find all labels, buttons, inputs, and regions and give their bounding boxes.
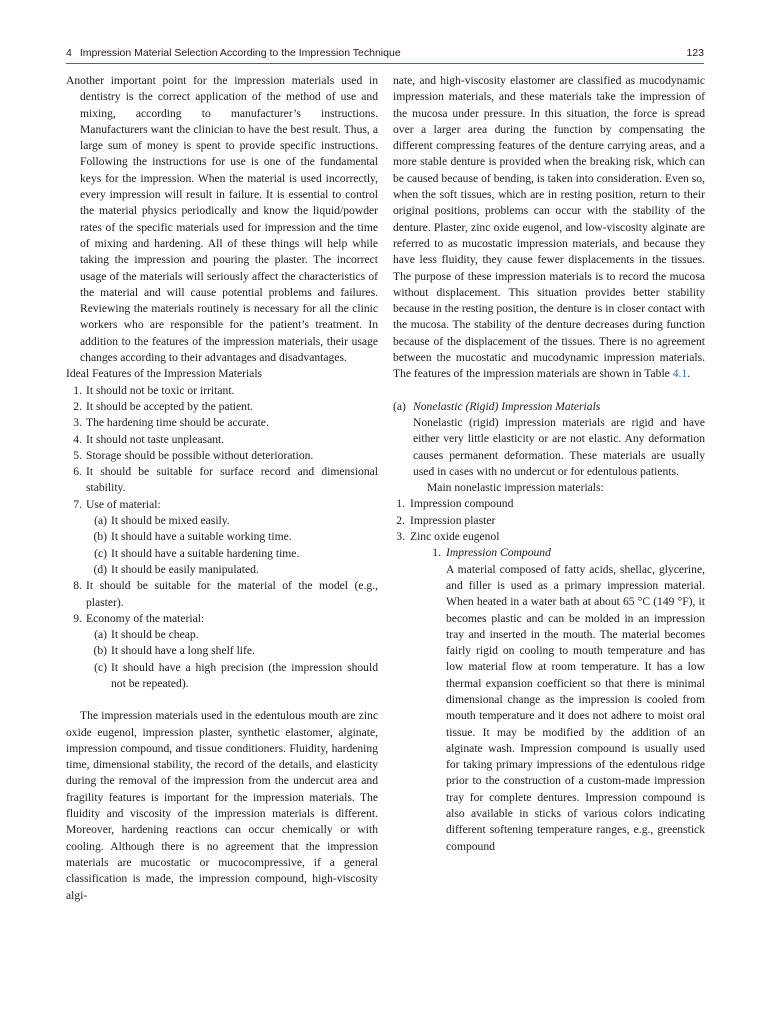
list-item-number: 1. (396, 497, 405, 511)
list-item (66, 432, 378, 448)
list-item (86, 562, 378, 578)
list-item-number: (b) (93, 530, 107, 544)
list-item-number: 4. (73, 432, 82, 446)
list-item (86, 660, 378, 693)
list-item (66, 399, 378, 415)
list-item-number: 9. (73, 611, 82, 625)
main-materials-heading: Main nonelastic impression materials: (427, 481, 604, 495)
list-item (66, 578, 378, 611)
list-item-number: (c) (94, 546, 107, 560)
continued-end: . (687, 367, 691, 381)
ideal-features-heading: Ideal Features of the Impression Materials (66, 367, 263, 381)
section-a-body: Nonelastic (rigid) impression materials are rigid and have either very little elasticity or are not elastic. Any deformation causes permanent deformation. These materials are usually used in cases with no undercut or for edentulous patients. (413, 415, 705, 478)
list-item-number: (a) (94, 514, 107, 528)
list-item (393, 529, 705, 545)
sub-list (86, 513, 378, 578)
list-item-number: 7. (73, 497, 82, 511)
intro-paragraph: Another important point for the impression materials used in dentistry is the correct application of the method of use and mixing, according to manufacturer’s instructions. Manufacturers want the clinician to have the best result. Thus, a large sum of money is spent to provide specific instructions. Following the instructions for use is one of the fundamental keys for the impression. When the material is used incorrectly, every impression will result in failure. It is essential to control the material physics periodically and know the liquid/powder rates of the specific materials used for impression and the time of mixing and hardening. All of these things will help while taking the impression and pouring the plaster. The incorrect usage of the materials will seriously affect the characteristics of the material and will cause potential problems and failures. Reviewing the materials routinely is necessary for all the clinic workers who are responsible for the patient’s treatment. In addition to the features of the impression materials, their usage changes according to their advantages and disadvantages. (66, 74, 378, 365)
list-item-number: 3. (396, 530, 405, 544)
list-item-text: It should be easily manipulated. (111, 562, 259, 576)
table-reference-link[interactable]: 4.1 (672, 367, 688, 381)
list-item-text: It should not taste unpleasant. (86, 432, 225, 446)
edentulous-paragraph: The impression materials used in the edentulous mouth are zinc oxide eugenol, impression plaster, synthetic elastomer, alginate, impression compound, and tissue conditioners. Fluidity, hardening time, dimensional stability, the record of the details, and elasticity during the removal of the impression from the undercut area and fragility features is important for the impression materials. The fluidity and viscosity of the impression materials is different. Moreover, hardening reactions can occur chemically or with cooling. Although there is no agreement that the impression materials are mucostatic or mucocompressive, if a general classification is made, the impression compound, high-viscosity algi- (66, 709, 378, 902)
list-item-number: 5. (73, 448, 82, 462)
list-item-text: It should be cheap. (111, 628, 199, 642)
running-header (66, 44, 704, 62)
section-a-title: Nonelastic (Rigid) Impression Materials (413, 399, 601, 413)
list-item-text: Economy of the material: (86, 611, 205, 625)
continued-text: nate, and high-viscosity elastomer are classified as mucodynamic impression materials, and these materials take the impression of the mucosa under pressure. In this situation, the force is spread over a larger area during the function by compensating the different compressing features of the denture carrying areas, and a more stable denture is provided when the breaking risk, which can be caused because of bending, is taken into consideration. Even so, when the soft tissues, which are in resting position, return to their original positions, problems can occur with the stability of the denture. Plaster, zinc oxide eugenol, and low-viscosity alginate are referred to as mucostatic impression materials, and because they have less fluidity, they cause fewer displacements in the tissues. The purpose of these impression materials is to record the mucosa without displacement. This situation provides better stability because in the resting position, the denture is in closer contact with the mucosa. The stability of the denture decreases during function because of the displacement of the tissues. There is no agreement between the mucostatic and mucodynamic impression materials. The features of the impression materials are shown in Table (393, 74, 705, 381)
impression-compound-title: Impression Compound (446, 546, 551, 560)
list-item (86, 546, 378, 562)
list-item (393, 496, 705, 512)
chapter-title: Impression Material Selection According to the Impression Technique (79, 47, 401, 59)
list-item-text: It should not be toxic or irritant. (86, 383, 235, 397)
list-item-text: Storage should be possible without deterioration. (86, 448, 314, 462)
list-item (393, 513, 705, 529)
ideal-features-list (66, 383, 378, 693)
list-item (66, 497, 378, 578)
list-item-text: The hardening time should be accurate. (86, 416, 269, 430)
list-item (86, 627, 378, 643)
list-item (66, 611, 378, 692)
list-item (66, 464, 378, 497)
list-item-text: Zinc oxide eugenol (410, 530, 500, 544)
list-item-text: Use of material: (86, 497, 161, 511)
impression-compound-label: 1. (432, 546, 441, 560)
list-item-number: 2. (396, 513, 405, 527)
main-materials-list (393, 496, 705, 545)
list-item-number: 1. (73, 383, 82, 397)
list-item-text: It should have a high precision (the impression should not be repeated). (111, 660, 378, 690)
sub-list (86, 627, 378, 692)
list-item-number: (b) (93, 644, 107, 658)
list-item-text: It should be suitable for surface record and dimensional stability. (86, 465, 378, 495)
list-item (66, 415, 378, 431)
impression-compound-body: A material composed of fatty acids, shellac, glycerine, and filler is used as a primary impression material. When heated in a water bath at about 65 °C (149 °F), it becomes plastic and can be molded in an impression tray and inserted in the mouth. The material becomes fairly rigid on cooling to mouth temperature and has low material flow at room temperature. It has a low thermal expansion coefficient so that there is minimal dimensional change as the impression is cooled from mouth temperature and it does not adhere to moist oral tissue. It may be modified by the addition of an alginate wash. Impression compound is usually used for taking primary impressions of the edentulous ridge prior to the construction of a custom-made impression tray for complete dentures. Impression compound is also available in sticks of various colors indicating different softening temperature ranges, e.g., greenstick compound (446, 562, 705, 853)
list-item (86, 529, 378, 545)
list-item-text: It should have a suitable working time. (111, 530, 292, 544)
list-item-number: (a) (94, 628, 107, 642)
chapter-number: 4 (66, 47, 72, 59)
list-item-text: It should have a long shelf life. (111, 644, 255, 658)
list-item (86, 513, 378, 529)
list-item-number: (d) (93, 562, 107, 576)
list-item-number: 3. (73, 416, 82, 430)
continued-paragraph (393, 73, 705, 383)
section-a-label: (a) (393, 399, 406, 413)
list-item (66, 448, 378, 464)
left-column (66, 73, 378, 904)
list-item-text: It should be suitable for the material of the model (e.g., plaster). (86, 579, 378, 609)
list-item-text: Impression plaster (410, 513, 496, 527)
list-item-number: (c) (94, 660, 107, 674)
impression-compound-heading (393, 545, 705, 561)
list-item-text: It should be accepted by the patient. (86, 399, 254, 413)
list-item-text: It should be mixed easily. (111, 514, 230, 528)
section-a-heading (393, 399, 705, 415)
list-item-text: Impression compound (410, 497, 514, 511)
list-item-number: 6. (73, 465, 82, 479)
list-item-number: 8. (73, 579, 82, 593)
list-item (66, 383, 378, 399)
page-number: 123 (686, 47, 704, 59)
list-item-text: It should have a suitable hardening time. (111, 546, 300, 560)
list-item (86, 643, 378, 659)
right-column (393, 73, 705, 855)
header-rule (66, 63, 704, 64)
list-item-number: 2. (73, 399, 82, 413)
